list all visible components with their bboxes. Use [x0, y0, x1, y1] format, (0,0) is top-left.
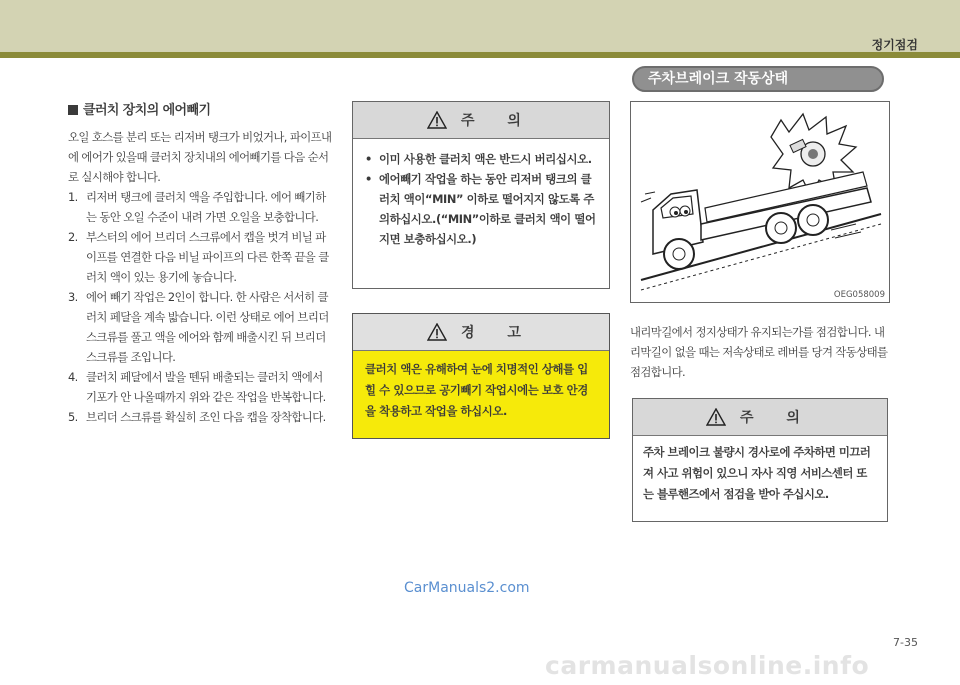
- warning-triangle-icon: [427, 323, 447, 341]
- header-bar: [0, 0, 960, 52]
- list-item: 2. 부스터의 에어 브리더 스크류에서 캡을 벗겨 비닐 파이프를 연결한 다음 비닐 파이프의 다른 한쪽 끝을 클러치 액이 있는 용기에 놓습니다.: [68, 230, 329, 284]
- steps-list: [68, 187, 336, 427]
- list-item: 4. 클러치 페달에서 발을 뗀뒤 배출되는 클러치 액에서 기포가 안 나올때까지 위와 같은 작업을 반복합니다.: [68, 370, 326, 404]
- section-pill: 주차브레이크 작동상태: [632, 66, 884, 92]
- list-item: 5. 브리더 스크류를 확실히 조인 다음 캡을 장착합니다.: [68, 410, 326, 424]
- right-paragraph: 내리막길에서 정지상태가 유지되는가를 점검합니다. 내리막길이 없을 때는 저속상태로 레버를 당겨 작동상태를 점검합니다.: [630, 325, 888, 379]
- figure-code: OEG058009: [833, 290, 885, 300]
- list-item: 3. 에어 빼기 작업은 2인이 합니다. 한 사람은 서서히 클러치 페달을 계속 밟습니다. 이런 상태로 에어 브리더 스크류를 풀고 액을 에어와 함께 배출시킨 뒤 브리더 스크류를 조입니다.: [68, 290, 329, 364]
- warning-header: 경 고: [353, 314, 609, 351]
- bullet-dot-icon: •: [365, 172, 372, 186]
- left-column: [68, 101, 336, 427]
- bullet-dot-icon: •: [365, 152, 372, 166]
- bullet-item: • 이미 사용한 클러치 액은 반드시 버리십시오.: [365, 149, 599, 169]
- intro-paragraph: 오일 호스를 분리 또는 리저버 탱크가 비었거나, 파이프내에 에어가 있을때 클러치 장치내의 에어빼기를 다음 순서로 실시해야 합니다.: [68, 130, 332, 184]
- warning-triangle-icon: [427, 111, 447, 129]
- list-item: 1. 리저버 탱크에 클러치 액을 주입합니다. 에어 빼기하는 동안 오일 수준이 내려 가면 오일을 보충합니다.: [68, 190, 326, 224]
- warning-triangle-icon: [706, 408, 726, 426]
- caution-box-2: [632, 398, 888, 522]
- square-bullet-icon: [68, 105, 78, 115]
- truck-illustration-icon: [631, 102, 889, 302]
- bullet-item: • 에어빼기 작업을 하는 동안 리저버 탱크의 클러치 액이“MIN” 이하로 떨어지지 않도록 주의하십시오.(“MIN”이하로 클러치 액이 떨어지면 보충하십시오.): [365, 169, 599, 249]
- caution-body: [353, 139, 609, 249]
- chapter-title: 정기점검: [871, 38, 918, 52]
- caution-body: 주차 브레이크 불량시 경사로에 주차하면 미끄러져 사고 위험이 있으니 자사 직영 서비스센터 또는 블루핸즈에서 점검을 받아 주십시오.: [643, 445, 871, 501]
- caution-header: 주 의: [353, 102, 609, 139]
- section-title: 클러치 장치의 에어빼기: [68, 101, 336, 121]
- footer-watermark: carmanualsonline.info: [545, 651, 870, 680]
- page-number: 7-35: [893, 636, 918, 649]
- caution-box: [352, 101, 610, 289]
- warning-body: 클러치 액은 유해하여 눈에 치명적인 상해를 입힐 수 있으므로 공기빼기 작업시에는 보호 안경을 착용하고 작업을 하십시오.: [365, 362, 588, 418]
- caution-header: 주 의: [633, 399, 887, 436]
- warning-box: [352, 313, 610, 439]
- header-divider: [0, 52, 960, 58]
- truck-on-slope-illustration: [630, 101, 890, 303]
- site-watermark: CarManuals2.com: [404, 580, 530, 596]
